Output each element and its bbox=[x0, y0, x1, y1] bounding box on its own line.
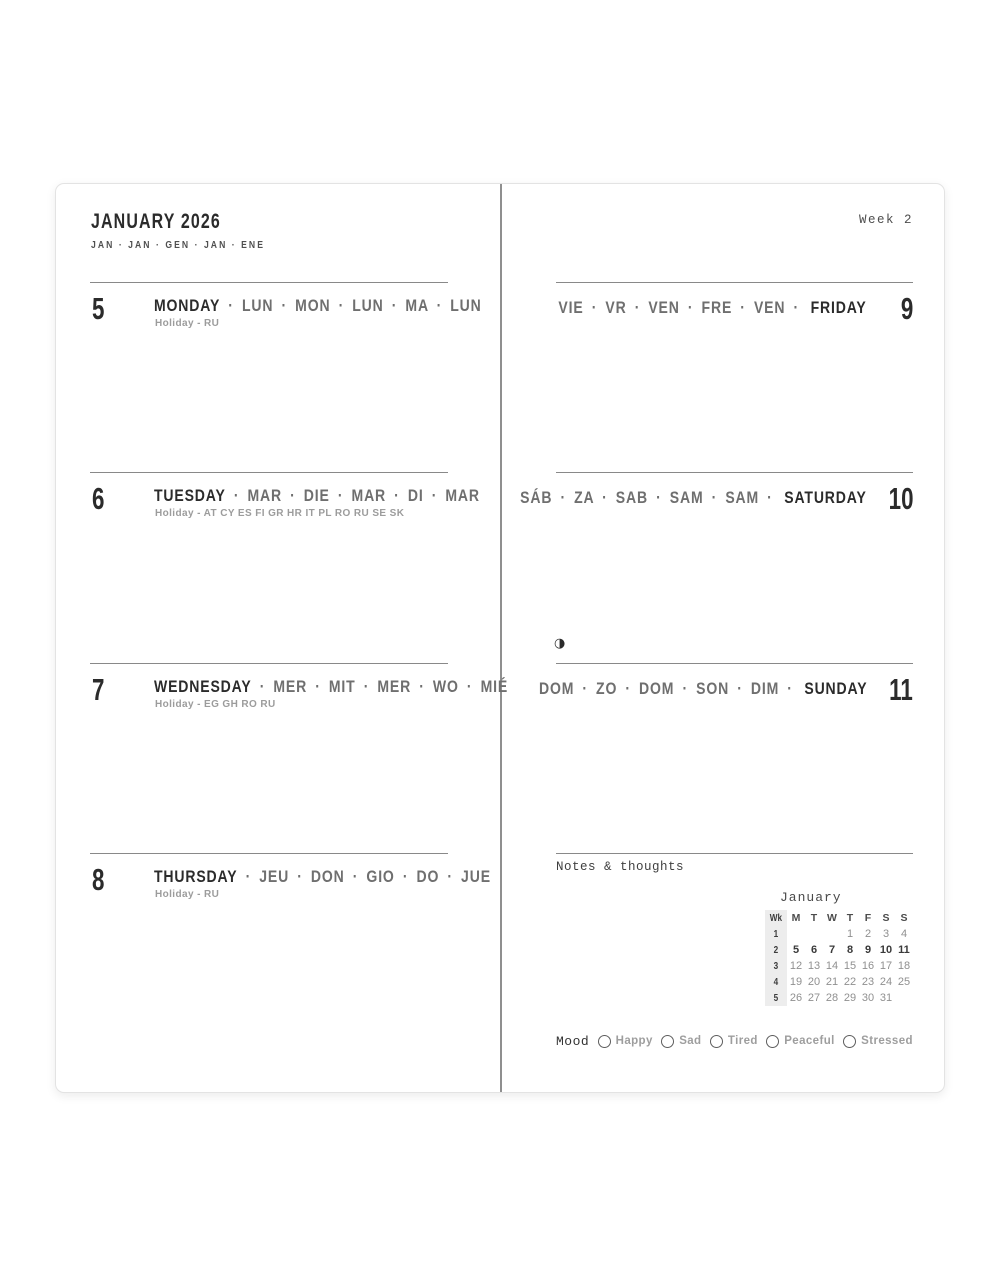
day-alt-names: · JEU · DON · GIO · DO · JUE bbox=[245, 868, 491, 886]
mood-option-label: Tired bbox=[727, 1035, 758, 1047]
day-section-friday bbox=[556, 282, 913, 463]
day-name-row bbox=[539, 680, 867, 699]
calendar-week-number: 5 bbox=[765, 990, 787, 1006]
calendar-day-cell bbox=[787, 926, 805, 942]
day-alt-names: · MAR · DIE · MAR · DI · MAR bbox=[233, 487, 480, 505]
calendar-day-cell: 21 bbox=[825, 976, 839, 988]
radio-icon[interactable] bbox=[843, 1035, 856, 1048]
calendar-day-cell: 17 bbox=[879, 960, 893, 972]
radio-icon[interactable] bbox=[766, 1035, 779, 1048]
calendar-day-cell: 18 bbox=[897, 960, 911, 972]
mood-tracker bbox=[556, 1031, 913, 1051]
mood-label: Mood bbox=[556, 1033, 590, 1049]
day-number: 11 bbox=[889, 672, 913, 707]
calendar-header-cell: Wk bbox=[765, 910, 787, 926]
day-name: FRIDAY bbox=[810, 299, 867, 317]
calendar-day-cell bbox=[805, 926, 823, 942]
calendar-header-cell: S bbox=[882, 912, 890, 924]
day-name: MONDAY bbox=[154, 297, 221, 315]
holiday-note: Holiday - RU bbox=[155, 318, 220, 329]
calendar-week-number: 3 bbox=[765, 958, 787, 974]
day-name: THURSDAY bbox=[154, 868, 238, 886]
day-name: WEDNESDAY bbox=[154, 678, 252, 696]
calendar-day-cell: 31 bbox=[879, 992, 893, 1004]
calendar-day-cell: 2 bbox=[864, 928, 872, 940]
mood-option-tired[interactable] bbox=[710, 1035, 758, 1048]
holiday-note: Holiday - AT CY ES FI GR HR IT PL RO RU SE SK bbox=[155, 508, 405, 519]
mini-calendar-grid bbox=[765, 910, 913, 1006]
month-header bbox=[91, 210, 303, 251]
day-number: 7 bbox=[92, 672, 105, 707]
day-name-row bbox=[154, 868, 491, 887]
calendar-day-cell: 1 bbox=[846, 928, 854, 940]
calendar-day-cell: 30 bbox=[861, 992, 875, 1004]
radio-icon[interactable] bbox=[598, 1035, 611, 1048]
day-name: TUESDAY bbox=[154, 487, 226, 505]
holiday-note: Holiday - RU bbox=[155, 889, 220, 900]
calendar-week-number: 1 bbox=[765, 926, 787, 942]
notes-label: Notes & thoughts bbox=[556, 860, 685, 874]
holiday-note: Holiday - EG GH RO RU bbox=[155, 699, 276, 710]
notes-section bbox=[556, 853, 913, 874]
calendar-day-cell: 9 bbox=[864, 944, 872, 956]
day-alt-names: SÁB · ZA · SAB · SAM · SAM · bbox=[520, 489, 774, 507]
day-number: 5 bbox=[92, 291, 105, 326]
calendar-day-cell: 8 bbox=[846, 944, 854, 956]
calendar-header-cell: M bbox=[791, 912, 801, 924]
calendar-day-cell: 23 bbox=[861, 976, 875, 988]
calendar-day-cell: 7 bbox=[828, 944, 836, 956]
calendar-day-cell: 5 bbox=[792, 944, 800, 956]
calendar-header-cell: W bbox=[827, 912, 837, 924]
day-number: 9 bbox=[900, 291, 913, 326]
day-number: 6 bbox=[92, 481, 105, 516]
mood-option-label: Stressed bbox=[861, 1035, 913, 1047]
day-number: 8 bbox=[92, 862, 105, 897]
mood-option-label: Happy bbox=[615, 1035, 653, 1047]
radio-icon[interactable] bbox=[661, 1035, 674, 1048]
day-alt-names: VIE · VR · VEN · FRE · VEN · bbox=[558, 299, 800, 317]
calendar-day-cell: 10 bbox=[879, 944, 893, 956]
planner-page bbox=[55, 183, 945, 1093]
mood-option-label: Peaceful bbox=[784, 1035, 835, 1047]
calendar-header-cell: T bbox=[846, 912, 854, 924]
calendar-day-cell: 24 bbox=[879, 976, 893, 988]
calendar-header-cell: S bbox=[900, 912, 908, 924]
day-name-row bbox=[520, 489, 867, 508]
day-name-row bbox=[559, 299, 867, 318]
calendar-day-cell: 26 bbox=[789, 992, 803, 1004]
calendar-week-number: 2 bbox=[765, 942, 787, 958]
day-name: SATURDAY bbox=[784, 489, 867, 507]
day-name-row bbox=[154, 487, 480, 506]
page-center-divider bbox=[500, 184, 502, 1092]
mini-calendar-title: January bbox=[780, 890, 842, 905]
day-section-monday bbox=[90, 282, 482, 463]
calendar-day-cell: 20 bbox=[807, 976, 821, 988]
calendar-day-cell: 22 bbox=[843, 976, 857, 988]
calendar-day-cell: 15 bbox=[843, 960, 857, 972]
calendar-header-cell: F bbox=[864, 912, 872, 924]
calendar-day-cell: 16 bbox=[861, 960, 875, 972]
day-section-saturday bbox=[520, 472, 913, 653]
mini-calendar bbox=[765, 890, 913, 1006]
moon-phase-icon: ◑ bbox=[554, 636, 566, 651]
calendar-day-cell: 19 bbox=[789, 976, 803, 988]
radio-icon[interactable] bbox=[710, 1035, 723, 1048]
calendar-day-cell: 3 bbox=[882, 928, 890, 940]
mood-option-stressed[interactable] bbox=[843, 1035, 913, 1048]
calendar-day-cell bbox=[823, 926, 841, 942]
day-number: 10 bbox=[888, 481, 913, 516]
mood-option-happy[interactable] bbox=[598, 1035, 653, 1048]
week-number-label: Week 2 bbox=[858, 213, 913, 227]
calendar-day-cell: 28 bbox=[825, 992, 839, 1004]
day-alt-names: · MER · MIT · MER · WO · MIÉ bbox=[259, 678, 509, 696]
calendar-day-cell: 12 bbox=[789, 960, 803, 972]
calendar-day-cell: 6 bbox=[810, 944, 818, 956]
calendar-day-cell: 14 bbox=[825, 960, 839, 972]
calendar-day-cell: 25 bbox=[897, 976, 911, 988]
mood-option-peaceful[interactable] bbox=[766, 1035, 835, 1048]
calendar-week-number: 4 bbox=[765, 974, 787, 990]
day-name-row bbox=[154, 678, 508, 697]
calendar-day-cell: 13 bbox=[807, 960, 821, 972]
day-alt-names: · LUN · MON · LUN · MA · LUN bbox=[228, 297, 482, 315]
day-section-wednesday bbox=[90, 663, 509, 844]
day-name-row bbox=[154, 297, 482, 316]
calendar-day-cell: 11 bbox=[898, 944, 910, 956]
calendar-day-cell bbox=[895, 990, 913, 1006]
month-subtitle: JAN · JAN · GEN · JAN · ENE bbox=[91, 239, 265, 251]
calendar-header-cell: T bbox=[810, 912, 818, 924]
day-name: SUNDAY bbox=[803, 680, 867, 698]
calendar-day-cell: 4 bbox=[900, 928, 908, 940]
mood-option-sad[interactable] bbox=[661, 1035, 701, 1048]
mood-option-label: Sad bbox=[679, 1035, 702, 1047]
day-section-tuesday bbox=[90, 472, 480, 653]
calendar-day-cell: 27 bbox=[807, 992, 821, 1004]
day-section-thursday bbox=[90, 853, 491, 1034]
month-title: JANUARY 2026 bbox=[91, 210, 221, 233]
calendar-day-cell: 29 bbox=[843, 992, 857, 1004]
day-alt-names: DOM · ZO · DOM · SON · DIM · bbox=[538, 680, 793, 698]
day-section-sunday bbox=[538, 663, 913, 844]
